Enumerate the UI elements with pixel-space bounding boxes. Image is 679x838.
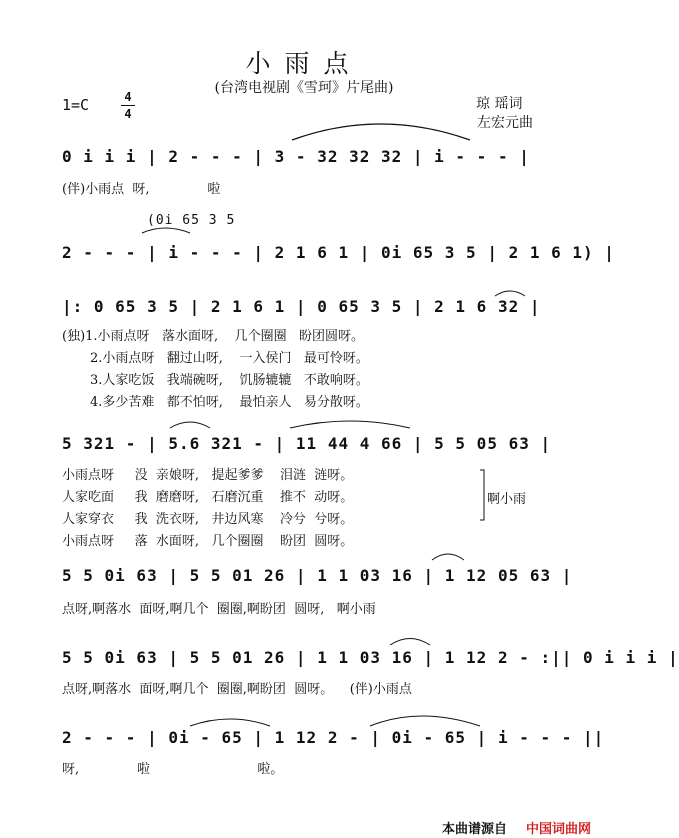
lyric-row-4-line-1: 小雨点呀 没 亲娘呀, 提起爹爹 泪涟 涟呀。 [62,468,354,483]
score-row-5: 5 5 0i 63 | 5 5 01 26 | 1 1 03 16 | 1 12 05 63 | [62,566,573,585]
lyric-row-7-line-1: 呀, 啦 啦。 [62,762,284,777]
lyric-row-3-line-1: (独)1.小雨点呀 落水面呀, 几个圈圈 盼团圆呀。 [62,329,365,344]
lyric-row-3-line-3: 3.人家吃饭 我端碗呀, 饥肠辘辘 不敢响呀。 [90,373,369,388]
song-title: 小雨点 [245,49,363,78]
composer-credit: 左宏元曲 [477,115,533,131]
lyric-row-3-line-2: 2.小雨点呀 翻过山呀, 一入侯门 最可怜呀。 [90,351,369,366]
lyric-row-4-side: 啊小雨 [487,492,527,507]
lyric-row-1-line-1: (伴)小雨点 呀, 啦 [62,182,221,197]
meter-top: 4 [124,90,132,104]
score-row-1: 0 i i i | 2 - - - | 3 - 32 32 32 | i - - - | [62,147,530,166]
lyric-row-4-line-4: 小雨点呀 落 水面呀, 几个圈圈 盼团 圆呀。 [62,534,354,549]
lyricist-credit: 琼 瑶词 [476,96,523,112]
score-row-2: 2 - - - | i - - - | 2 1 6 1 | 0i 65 3 5 | 2 1 6 1) | [62,243,615,262]
meter-bottom: 4 [124,107,132,121]
footer-site-link[interactable]: 中国词曲网 [526,822,592,837]
score-row-3: |: 0 65 3 5 | 2 1 6 1 | 0 65 3 5 | 2 1 6 32 | [62,297,541,316]
lyric-row-3-line-4: 4.多少苦难 都不怕呀, 最怕亲人 易分散呀。 [90,395,369,410]
lyric-row-4-line-3: 人家穿衣 我 洗衣呀, 井边风寒 冷兮 兮呀。 [62,512,354,527]
score-row-6: 5 5 0i 63 | 5 5 01 26 | 1 1 03 16 | 1 12 2 - :|| 0 i i i | [62,648,679,667]
key-signature: 1=C [62,96,90,114]
lyric-row-6-line-1: 点呀,啊落水 面呀,啊几个 圈圈,啊盼团 圆呀。 (伴)小雨点 [62,682,412,697]
song-subtitle: (台湾电视剧《雪珂》片尾曲) [214,80,394,96]
score-row-7: 2 - - - | 0i - 65 | 1 12 2 - | 0i - 65 | i - - - || [62,728,605,747]
footer-source-text: 本曲谱源自 [442,822,508,837]
score-row-2-prelude: (0i 65 3 5 [147,213,236,228]
score-row-4: 5 321 - | 5.6 321 - | 11 44 4 66 | 5 5 05 63 | [62,434,552,453]
lyric-row-4-line-2: 人家吃面 我 磨磨呀, 石磨沉重 推不 动呀。 [62,490,354,505]
lyric-row-5-line-1: 点呀,啊落水 面呀,啊几个 圈圈,啊盼团 圆呀, 啊小雨 [62,602,376,617]
